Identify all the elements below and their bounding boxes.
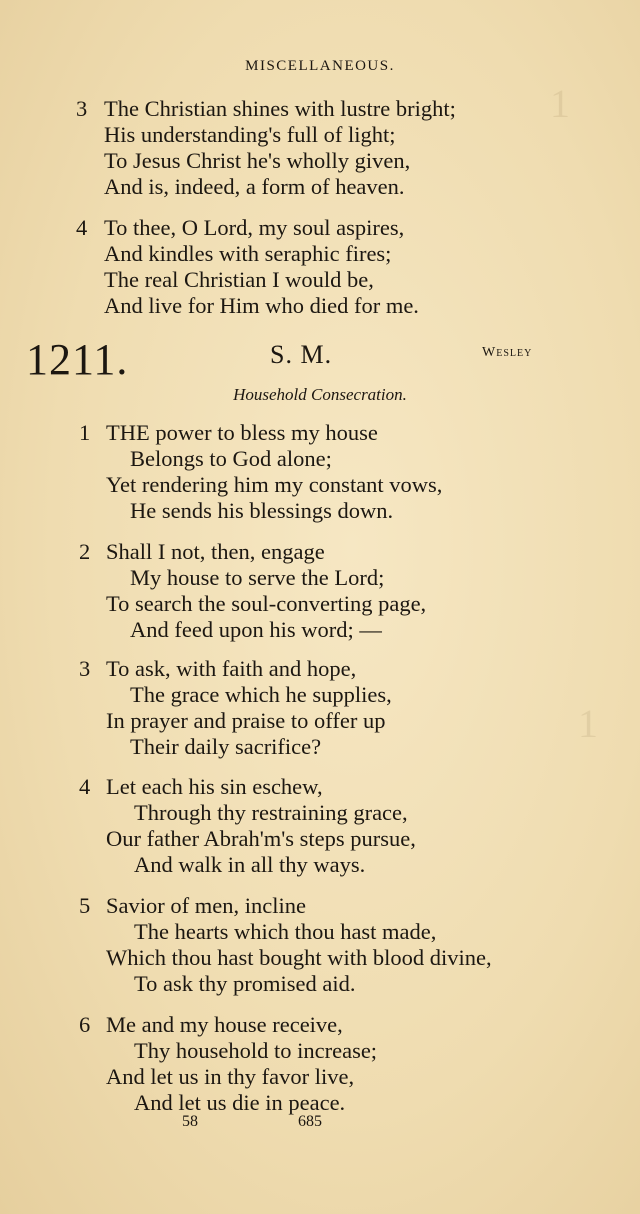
signature-mark: 58 bbox=[182, 1113, 198, 1130]
stanza-line: The hearts which thou hast made, bbox=[134, 919, 437, 944]
stanza-line: In prayer and praise to offer up bbox=[106, 708, 386, 733]
stanza-line: And feed upon his word; — bbox=[130, 617, 382, 642]
stanza-line: His understanding's full of light; bbox=[104, 122, 396, 147]
hymn-subtitle: Household Consecration. bbox=[233, 385, 407, 404]
page-number: 685 bbox=[298, 1113, 322, 1130]
stanza-line: And is, indeed, a form of heaven. bbox=[104, 174, 405, 199]
stanza-line: To search the soul-converting page, bbox=[106, 591, 427, 616]
stanza-line: The Christian shines with lustre bright; bbox=[104, 96, 456, 121]
hymn-meter: S. M. bbox=[270, 340, 333, 369]
stanza-line: And kindles with seraphic fires; bbox=[104, 241, 392, 266]
show-through-mark: 1 bbox=[578, 701, 598, 746]
stanza-line: To Jesus Christ he's wholly given, bbox=[104, 148, 411, 173]
stanza-number: 3 bbox=[76, 96, 88, 121]
stanza-line: Shall I not, then, engage bbox=[106, 539, 325, 564]
stanza-line: Let each his sin eschew, bbox=[106, 774, 323, 799]
stanza-line: Savior of men, incline bbox=[106, 893, 306, 918]
stanza-line: The real Christian I would be, bbox=[104, 267, 374, 292]
stanza-line: And let us die in peace. bbox=[134, 1090, 346, 1115]
stanza-number: 5 bbox=[79, 893, 91, 918]
stanza-line: To ask, with faith and hope, bbox=[106, 656, 357, 681]
stanza-line: Our father Abrah'm's steps pursue, bbox=[106, 826, 416, 851]
stanza-number: 4 bbox=[76, 215, 88, 240]
stanza-line: And let us in thy favor live, bbox=[106, 1064, 355, 1089]
stanza-number: 6 bbox=[79, 1012, 91, 1037]
stanza-line: Me and my house receive, bbox=[106, 1012, 343, 1037]
stanza-line: The grace which he supplies, bbox=[130, 682, 392, 707]
stanza-line: Their daily sacrifice? bbox=[130, 734, 322, 759]
hymn-number: 1211. bbox=[26, 335, 129, 384]
stanza-line: To ask thy promised aid. bbox=[134, 971, 356, 996]
stanza-number: 4 bbox=[79, 774, 91, 799]
stanza-line: To thee, O Lord, my soul aspires, bbox=[104, 215, 405, 240]
stanza-number: 3 bbox=[79, 656, 91, 681]
stanza-line: Thy household to increase; bbox=[134, 1038, 378, 1063]
stanza-line: Through thy restraining grace, bbox=[134, 800, 408, 825]
stanza-line: He sends his blessings down. bbox=[130, 498, 394, 523]
stanza-line: And live for Him who died for me. bbox=[104, 293, 419, 318]
stanza-line: Which thou hast bought with blood divine, bbox=[106, 945, 492, 970]
stanza-number: 1 bbox=[79, 420, 91, 445]
stanza-line: THE power to bless my house bbox=[106, 420, 378, 445]
stanza-line: And walk in all thy ways. bbox=[134, 852, 366, 877]
stanza-line: Yet rendering him my constant vows, bbox=[106, 472, 443, 497]
hymn-author: Wesley bbox=[482, 345, 533, 360]
running-header: MISCELLANEOUS. bbox=[245, 58, 395, 74]
stanza-number: 2 bbox=[79, 539, 91, 564]
show-through-mark: 1 bbox=[550, 81, 570, 126]
stanza-line: Belongs to God alone; bbox=[130, 446, 332, 471]
stanza-line: My house to serve the Lord; bbox=[130, 565, 385, 590]
